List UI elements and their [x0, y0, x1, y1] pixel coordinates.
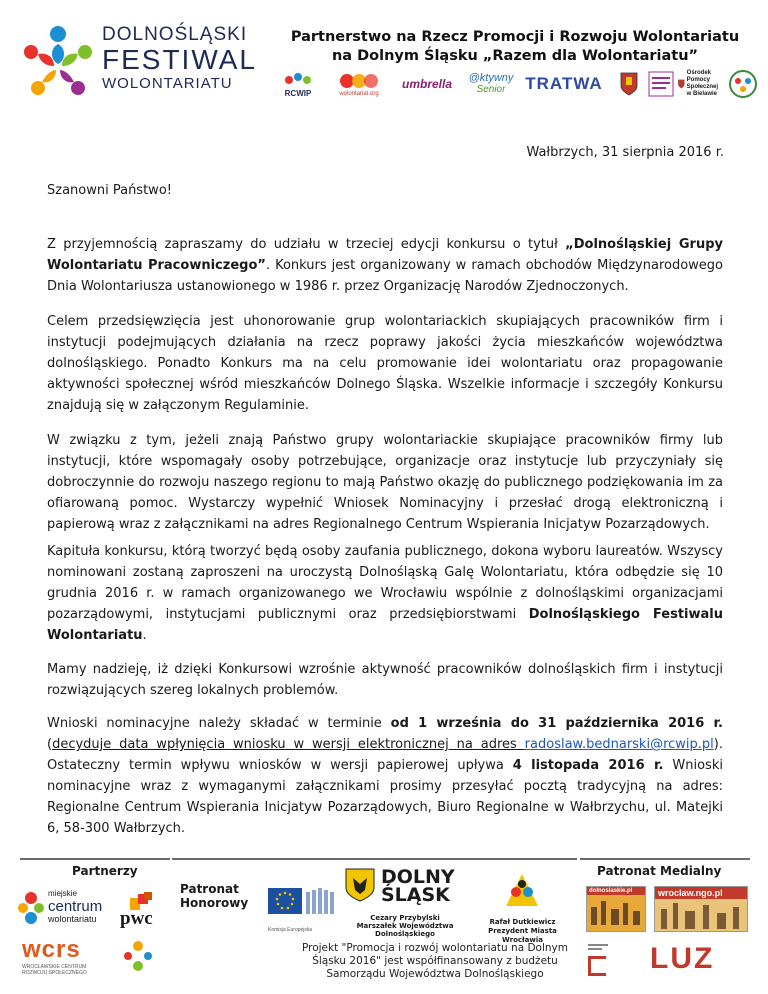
wcrs-subtitle: WROCŁAWSKIE CENTRUM ROZWOJU SPOŁECZNEGO [22, 964, 87, 976]
aktywny-label: @ktywny [468, 72, 514, 84]
media1-label: dolnoslaskie.pl [587, 887, 645, 895]
project-funding-note [300, 942, 570, 981]
paragraph-hope: Mamy nadzieję, iż dzięki Konkursowi wzrośnie aktywność pracowników dolnośląskich firm i instytucji rozwiązujących szereg lokalnych problemów. [47, 662, 723, 698]
marshal-caption [345, 914, 465, 938]
mcw-line3: wolontariatu [48, 914, 97, 924]
p1-contest-name: „Dolnośląskiej Grupy Wolontariatu Pracowniczego” [47, 237, 723, 273]
letterhead [0, 0, 768, 110]
festival-wordmark [102, 24, 257, 94]
footer-divider-middle [172, 858, 577, 860]
p1-text1: Z przyjemnością zapraszamy do udziału w trzeciej edycji konkursu o tytuł [47, 237, 566, 252]
honorary-patronage-label [180, 882, 252, 914]
mayor-line1: Rafał Dutkiewicz [489, 918, 556, 926]
dolny-slask-text [381, 868, 455, 904]
p6-text3: ). Ostateczny termin wpływu wniosków w wersji papierowej upływa [47, 737, 723, 773]
partners-title: Partnerzy [72, 864, 138, 878]
wcrs-label: wcrs [22, 936, 81, 963]
rcwip-label: RCWIP [284, 88, 312, 98]
dolny-line2: ŚLĄSK [381, 884, 450, 906]
mcw-logo [18, 884, 118, 932]
radio-academic-logo [586, 942, 646, 986]
ops-line3: Społecznej [686, 84, 718, 90]
dolny-slask-eagle-icon [345, 868, 375, 902]
tratwa-label: TRATWA [525, 74, 603, 93]
paragraph-nomination: W związku z tym, jeżeli znają Państwo grupy wolontariackie skupiające pracowników firmy lub instytucji, które wspomagały osoby potrzebujące, organizacje oraz instytucje lub przyczyniały się dobroczynnie do rozwoju naszego regionu to mają Państwo okazję do publicznego podziękowania im za ofiarowaną pomoc. Wystarczy wypełnić Wniosek Nominacyjny i przesłać drogą elektroniczną i papierową wraz z załącznikami na adres Regionalnego Centrum Wspierania Inicjatyw Pozarządowych. [47, 433, 723, 532]
rcwip-icon [283, 71, 313, 89]
p6-underlined-note: decyduje data wpłynięcia wniosku w wersji elektronicznej na adres [52, 737, 525, 752]
festival-line1: DOLNOŚLĄSKI [102, 24, 248, 45]
eu-commission-logo [268, 884, 340, 940]
mcw-line2: centrum [48, 898, 103, 915]
mayor-caption [470, 918, 575, 945]
paragraph-goal: Celem przedsięwzięcia jest uhonorowanie grup wolontariackich skupiających pracowników firm i instytucji podejmujących działania na rzecz poprawy jakości życia mieszkańców województwa dolnośląskiego. Ponadto Konkurs ma na celu promowanie idei wolontariatu oraz propagowanie aktywności społecznej wśród mieszkańców Dolnego Śląska. Wszelkie informacje i szczegóły Konkursu znajdują się w załączonym Regulaminie. [47, 314, 723, 413]
dolny-slask-logo [345, 868, 465, 940]
honorary-line1: Patronat [180, 882, 239, 896]
aktywny-senior-logo [462, 66, 520, 102]
city-skyline-icon [587, 895, 645, 925]
wcrs-logo [22, 936, 112, 986]
crest-icon [620, 72, 638, 96]
kids-logo [120, 938, 160, 982]
media-wroclaw-ngo-logo [654, 886, 748, 932]
paragraph-invitation [47, 234, 723, 297]
email-link[interactable]: radoslaw.bednarski@rcwip.pl [524, 737, 714, 752]
marshal-line3: Dolnośląskiego [375, 930, 435, 938]
project-line3: Samorządu Województwa Dolnośląskiego [326, 968, 544, 980]
marshal-line2: Marszałek Województwa [356, 922, 454, 930]
media-dolnoslaskie-logo [586, 886, 646, 932]
p4-festival-name: Dolnośląskiego Festiwalu Wolontariatu [47, 607, 723, 643]
senior-label: Senior [476, 84, 506, 95]
eu-building-icon [268, 884, 338, 922]
project-line2: Śląsku 2016" jest współfinansowany z budżetu [312, 955, 558, 967]
partner-logo-strip [278, 66, 760, 106]
ops-line1: Ośrodek [686, 70, 711, 76]
luz-label: LUZ [650, 942, 715, 975]
media2-label: wroclaw.ngo.pl [655, 887, 747, 899]
festival-line2: FESTIWAL [102, 44, 257, 75]
p4-text1: Kapituła konkursu, którą tworzyć będą osoby zaufania publicznego, dokona wyboru laureatów. Wszyscy nominowani zostaną zaproszeni na uroczystą Dolnośląską Galę Wolontariatu, która odbędzie się 10 grudnia 2016 r. w ramach organizowanego we Wrocławiu wspólnie z dolnośląskimi organizacjami pozarządowymi, instytucjami publicznymi oraz przedsiębiorstwami [47, 544, 723, 622]
project-line1: Projekt "Promocja i rozwój wolontariatu na Dolnym [301, 942, 568, 954]
round-partner-logo [726, 66, 760, 102]
partnership-title-line2: na Dolnym Śląsku „Razem dla Wolontariatu” [331, 48, 699, 64]
ops-line2: Pomocy [686, 77, 710, 83]
p6-text2: ( [47, 737, 53, 752]
stowarzyszenie-icon [648, 71, 674, 97]
ops-crest [678, 66, 718, 102]
partnership-title [270, 28, 760, 66]
umbrella-label: umbrella [401, 77, 452, 91]
festival-star-icon [20, 22, 96, 98]
wroclaw-skyline-icon [655, 899, 747, 929]
mcw-text [48, 888, 102, 925]
ops-text [687, 70, 718, 98]
rcwip-logo [278, 66, 318, 102]
partnership-title-line1: Partnerstwo na Rzecz Promocji i Rozwoju Wolontariatu [290, 29, 740, 45]
wroclaw-crest-icon [502, 872, 542, 908]
tratwa-logo [524, 66, 604, 102]
p6-text1: Wnioski nominacyjne należy składać w terminie [47, 716, 391, 731]
radio-icon [586, 942, 642, 982]
ops-crest-icon [678, 73, 685, 95]
p6-date-range: od 1 września do 31 października 2016 r. [390, 716, 723, 731]
pwc-logo [118, 892, 162, 932]
media-patronage-title: Patronat Medialny [597, 864, 722, 878]
kids-icon [120, 938, 156, 974]
festival-line3: WOLONTARIATU [102, 75, 233, 92]
p6-text4: Wnioski nominacyjne wraz z wymaganymi załącznikami prosimy przesyłać pocztą tradycyjną na adres: Regionalne Centrum Wspierania Inicjatyw Pozarządowych, Biuro Regionalne w Wałbrzychu, ul. Matejki 6, 58-300 Wałbrzych. [47, 758, 723, 836]
round-partner-icon [728, 69, 758, 99]
letter-date: Wałbrzych, 31 sierpnia 2016 r. [526, 145, 724, 160]
paragraph-deadline [47, 713, 723, 839]
p4-text2: . [142, 628, 147, 643]
eu-label: Komisja Europejska [268, 927, 313, 933]
footer-divider-right [580, 858, 750, 860]
dolny-line1: DOLNY [381, 866, 455, 888]
luz-radio-logo [650, 942, 715, 986]
mayor-line2: Prezydent Miasta Wrocławia [488, 927, 557, 944]
marshal-line1: Cezary Przybylski [370, 914, 440, 922]
wroclaw-logo [470, 872, 575, 944]
salutation: Szanowni Państwo! [47, 183, 172, 198]
mcw-line1: miejskie [48, 889, 77, 898]
umbrella-logo [396, 66, 458, 102]
mcw-flower-icon [18, 890, 44, 926]
p1-text2: . Konkurs jest organizowany w ramach obchodów Międzynarodowego Dnia Wolontariusza ustanowionego w 1986 r. przez Organizację Narodów Zjednoczonych. [47, 258, 723, 294]
footer-partners [0, 858, 768, 994]
wolontariat-logo [328, 66, 390, 102]
crest-logo [612, 66, 646, 102]
paragraph-chapter [47, 541, 723, 646]
festival-logo [20, 22, 270, 102]
p6-paper-deadline: 4 listopada 2016 r. [512, 758, 664, 773]
hands-icon [337, 71, 381, 91]
pwc-label: pwc [120, 908, 153, 929]
honorary-line2: Honorowy [180, 896, 249, 910]
ops-line4: w Bielawie [686, 91, 718, 97]
footer-divider-left [20, 858, 170, 860]
stowarzyszenie-logo [646, 66, 676, 102]
wolontariat-label: wolontariat.org [339, 91, 379, 97]
